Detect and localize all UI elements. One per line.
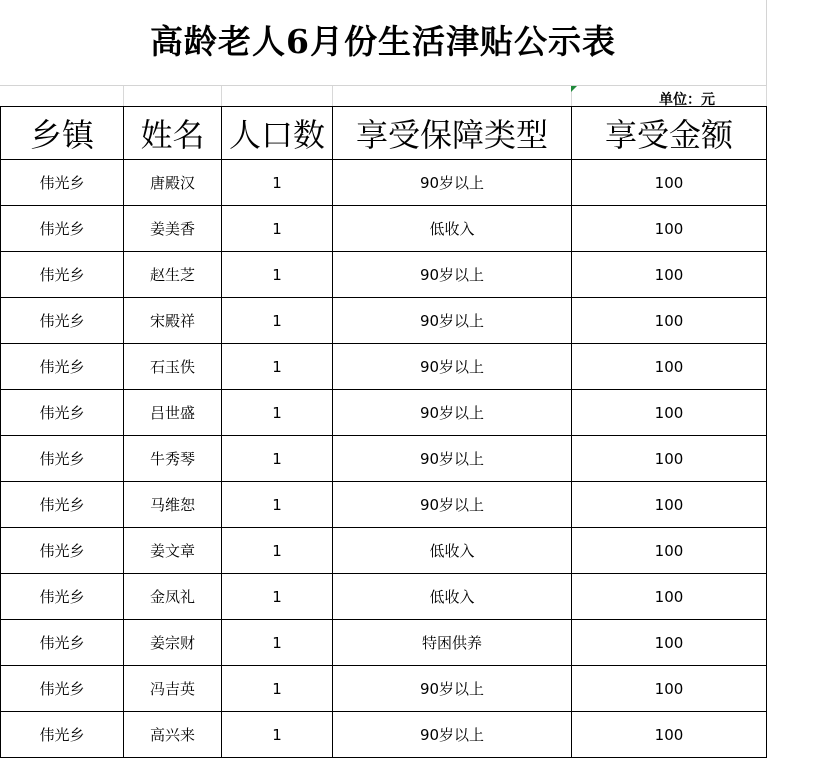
subsidy-table [0, 106, 767, 758]
table-row [1, 206, 767, 252]
cell-town[interactable]: 伟光乡 [1, 160, 124, 206]
cell-type[interactable]: 90岁以上 [333, 482, 572, 528]
cell-name[interactable]: 姜宗财 [124, 620, 222, 666]
cell-town[interactable]: 伟光乡 [1, 298, 124, 344]
cell-name[interactable]: 宋殿祥 [124, 298, 222, 344]
cell-population[interactable]: 1 [222, 712, 333, 758]
title-cell[interactable] [0, 0, 767, 86]
table-row [1, 344, 767, 390]
cell-population[interactable]: 1 [222, 482, 333, 528]
cell-type[interactable]: 低收入 [333, 574, 572, 620]
cell-type[interactable]: 90岁以上 [333, 298, 572, 344]
cell-type[interactable]: 90岁以上 [333, 252, 572, 298]
cell-type[interactable]: 90岁以上 [333, 666, 572, 712]
cell-amount[interactable]: 100 [572, 574, 767, 620]
cell-type[interactable]: 90岁以上 [333, 712, 572, 758]
cell-name[interactable]: 唐殿汉 [124, 160, 222, 206]
cell-town[interactable]: 伟光乡 [1, 344, 124, 390]
cell-population[interactable]: 1 [222, 206, 333, 252]
cell-type[interactable]: 90岁以上 [333, 160, 572, 206]
cell-name[interactable]: 高兴来 [124, 712, 222, 758]
cell-comment-indicator [571, 86, 577, 92]
cell-name[interactable]: 赵生芝 [124, 252, 222, 298]
table-row [1, 528, 767, 574]
table-row [1, 160, 767, 206]
cell-population[interactable]: 1 [222, 160, 333, 206]
header-amount[interactable]: 享受金额 [572, 107, 767, 160]
cell-population[interactable]: 1 [222, 666, 333, 712]
cell-town[interactable]: 伟光乡 [1, 252, 124, 298]
grid-line [123, 86, 124, 106]
cell-amount[interactable]: 100 [572, 436, 767, 482]
cell-town[interactable]: 伟光乡 [1, 390, 124, 436]
cell-type[interactable]: 低收入 [333, 528, 572, 574]
cell-type[interactable]: 90岁以上 [333, 344, 572, 390]
grid-line [766, 86, 767, 106]
cell-amount[interactable]: 100 [572, 252, 767, 298]
cell-population[interactable]: 1 [222, 528, 333, 574]
cell-town[interactable]: 伟光乡 [1, 482, 124, 528]
cell-amount[interactable]: 100 [572, 666, 767, 712]
table-body [1, 160, 767, 758]
cell-amount[interactable]: 100 [572, 620, 767, 666]
header-type[interactable]: 享受保障类型 [333, 107, 572, 160]
unit-row [0, 86, 767, 106]
cell-amount[interactable]: 100 [572, 712, 767, 758]
cell-name[interactable]: 冯吉英 [124, 666, 222, 712]
cell-amount[interactable]: 100 [572, 160, 767, 206]
cell-type[interactable]: 90岁以上 [333, 390, 572, 436]
cell-population[interactable]: 1 [222, 436, 333, 482]
table-row [1, 482, 767, 528]
table-row [1, 712, 767, 758]
cell-amount[interactable]: 100 [572, 528, 767, 574]
cell-town[interactable]: 伟光乡 [1, 574, 124, 620]
page-title: 高龄老人6月份生活津贴公示表 [150, 22, 616, 61]
cell-town[interactable]: 伟光乡 [1, 206, 124, 252]
cell-name[interactable]: 姜文章 [124, 528, 222, 574]
cell-name[interactable]: 吕世盛 [124, 390, 222, 436]
cell-population[interactable]: 1 [222, 390, 333, 436]
cell-name[interactable]: 牛秀琴 [124, 436, 222, 482]
table-row [1, 666, 767, 712]
grid-line [221, 86, 222, 106]
cell-town[interactable]: 伟光乡 [1, 666, 124, 712]
header-row [1, 107, 767, 160]
cell-amount[interactable]: 100 [572, 482, 767, 528]
cell-population[interactable]: 1 [222, 252, 333, 298]
cell-name[interactable]: 马维恕 [124, 482, 222, 528]
unit-label: 单位：元 [659, 92, 715, 108]
cell-type[interactable]: 低收入 [333, 206, 572, 252]
cell-name[interactable]: 石玉佚 [124, 344, 222, 390]
header-population[interactable]: 人口数 [222, 107, 333, 160]
cell-town[interactable]: 伟光乡 [1, 712, 124, 758]
table-row [1, 436, 767, 482]
table-row [1, 574, 767, 620]
cell-name[interactable]: 姜美香 [124, 206, 222, 252]
header-town[interactable]: 乡镇 [1, 107, 124, 160]
cell-population[interactable]: 1 [222, 620, 333, 666]
cell-town[interactable]: 伟光乡 [1, 528, 124, 574]
table-row [1, 390, 767, 436]
cell-population[interactable]: 1 [222, 344, 333, 390]
cell-town[interactable]: 伟光乡 [1, 620, 124, 666]
cell-population[interactable]: 1 [222, 574, 333, 620]
cell-population[interactable]: 1 [222, 298, 333, 344]
cell-type[interactable]: 特困供养 [333, 620, 572, 666]
cell-type[interactable]: 90岁以上 [333, 436, 572, 482]
cell-name[interactable]: 金凤礼 [124, 574, 222, 620]
table-row [1, 298, 767, 344]
cell-amount[interactable]: 100 [572, 206, 767, 252]
grid-line [332, 86, 333, 106]
table-row [1, 252, 767, 298]
cell-amount[interactable]: 100 [572, 344, 767, 390]
header-name[interactable]: 姓名 [124, 107, 222, 160]
cell-town[interactable]: 伟光乡 [1, 436, 124, 482]
table-row [1, 620, 767, 666]
cell-amount[interactable]: 100 [572, 390, 767, 436]
cell-amount[interactable]: 100 [572, 298, 767, 344]
